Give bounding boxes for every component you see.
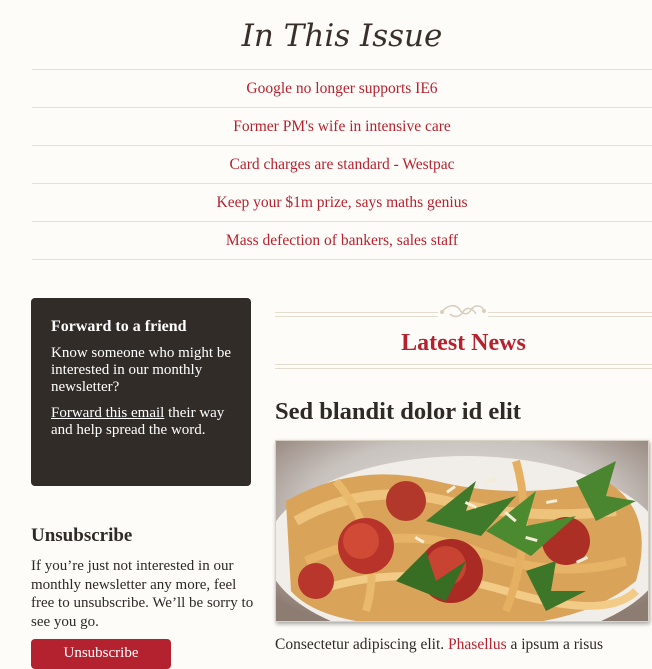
unsubscribe-heading: Unsubscribe [31, 525, 133, 546]
unsubscribe-button[interactable]: Unsubscribe [31, 639, 171, 669]
article-inline-link[interactable]: Phasellus [448, 636, 507, 653]
issue-link-item [32, 70, 652, 108]
unsubscribe-text: If you’re just not interested in our monthly newsletter any more, feel free to unsubscribe. We’ll be sorry to see you go. [31, 558, 254, 630]
forward-text: Know someone who might be interested in our monthly newsletter? [51, 345, 231, 395]
issue-link[interactable]: Mass defection of bankers, sales staff [225, 232, 459, 249]
issue-link-item [32, 222, 652, 260]
issue-link[interactable]: Google no longer supports IE6 [246, 80, 438, 97]
article-excerpt [275, 636, 652, 654]
issue-link[interactable]: Card charges are standard - Westpac [229, 156, 455, 173]
latest-news-header [275, 298, 652, 370]
issue-link[interactable]: Former PM's wife in intensive care [233, 118, 451, 135]
flourish-ornament-icon [438, 302, 488, 320]
article-text-after: a ipsum a risus [510, 636, 604, 653]
article-text-before: Consectetur adipiscing elit. [275, 636, 445, 653]
issue-link-item [32, 108, 652, 146]
latest-news-heading: Latest News [401, 330, 526, 356]
article-title: Sed blandit dolor id elit [275, 398, 521, 425]
in-this-issue-heading: In This Issue [241, 18, 443, 54]
issue-link-item [32, 146, 652, 184]
issue-link[interactable]: Keep your $1m prize, says maths genius [216, 194, 468, 211]
forward-title: Forward to a friend [51, 318, 187, 335]
forward-link-paragraph [51, 405, 231, 439]
issue-link-item [32, 184, 652, 222]
forward-to-friend-box [31, 298, 251, 486]
issue-links-list [32, 69, 652, 260]
forward-text-after: their way and help spread the word. [51, 405, 225, 438]
divider [275, 364, 652, 369]
forward-email-link[interactable]: Forward this email [51, 405, 165, 421]
pasta-dish-image [275, 440, 649, 622]
